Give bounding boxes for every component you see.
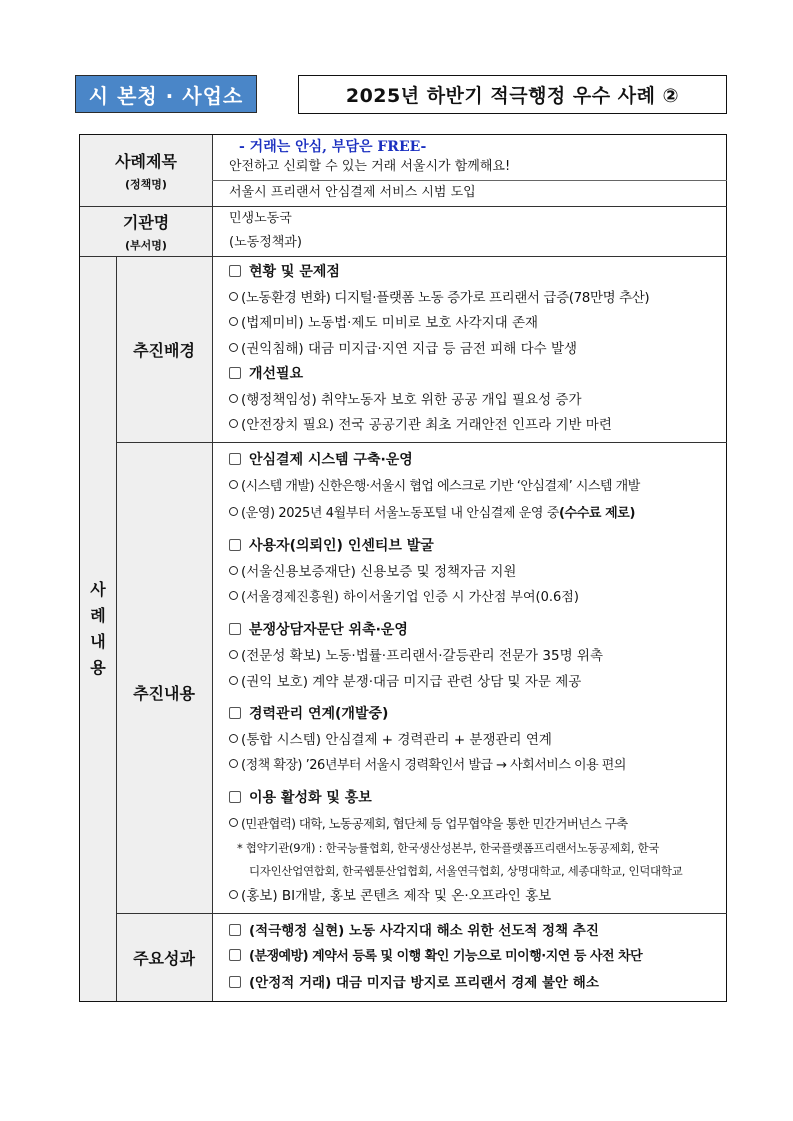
square-bullet-icon [229, 367, 241, 379]
heading-text: 사용자(의뢰인) 인센티브 발굴 [249, 538, 434, 554]
circle-bullet-icon [229, 419, 238, 428]
tagline: 안전하고 신뢰할 수 있는 거래 서울시가 함께해요! [229, 159, 511, 174]
note-text: * 협약기관(9개) : 한국능률협회, 한국생산성본부, 한국플랫폼프리랜서노동공제회, 한국 [237, 841, 660, 855]
results-label-text: 주요성과 [133, 948, 195, 968]
agency-sublabel: (부서명) [125, 238, 167, 252]
item-text: (법제미비) 노동법·제도 미비로 보호 사각지대 존재 [241, 315, 539, 331]
note-text: 디자인산업연합회, 한국웹툰산업협회, 서울연극협회, 상명대학교, 세종대학교, 인덕대학교 [249, 864, 683, 878]
result-text: (적극행정 실현) 노동 사각지대 해소 위한 선도적 정책 추진 [249, 923, 599, 939]
section-heading [229, 533, 683, 559]
case-content-vertical-label [90, 577, 105, 681]
details-label [116, 442, 212, 913]
divider [80, 256, 727, 257]
list-item [229, 473, 683, 500]
circle-bullet-icon [229, 292, 238, 301]
agency-label-text: 기관명 [122, 212, 170, 232]
square-bullet-icon [229, 949, 241, 961]
item-text: (안전장치 필요) 전국 공공기관 최초 거래안전 인프라 기반 마련 [241, 417, 612, 433]
section-heading [229, 701, 683, 727]
list-item [229, 883, 683, 909]
list-item [229, 753, 683, 779]
list-item [229, 413, 649, 439]
result-item [229, 970, 642, 996]
details-label-text: 추진내용 [133, 684, 195, 703]
note-line [229, 837, 683, 860]
square-bullet-icon [229, 539, 241, 551]
divider [116, 442, 727, 443]
list-item [229, 337, 649, 363]
vchar: 용 [90, 657, 106, 677]
case-name-text: 서울시 프리랜서 안심결제 서비스 시범 도입 [229, 185, 476, 200]
agency-content [221, 207, 302, 255]
list-item [229, 669, 683, 695]
agency-label [80, 206, 212, 256]
case-table [79, 134, 727, 1002]
item-text: (운영) 2025년 4월부터 서울노동포털 내 안심결제 운영 중 [241, 506, 559, 521]
case-content-label [80, 256, 116, 1001]
emphasis-text: (수수료 제로) [559, 506, 635, 521]
heading-text: 분쟁상담자문단 위촉·운영 [249, 622, 408, 638]
case-name [221, 181, 476, 205]
heading-text: 개선필요 [249, 366, 304, 382]
details-content [221, 447, 683, 909]
list-item [229, 727, 683, 753]
section-badge: 시 본청 · 사업소 [75, 75, 257, 113]
circle-bullet-icon [229, 507, 238, 516]
item-text: (정책 확장) ’26년부터 서울시 경력확인서 발급 → 사회서비스 이용 편의 [241, 758, 626, 773]
square-bullet-icon [229, 791, 241, 803]
circle-bullet-icon [229, 676, 238, 685]
list-item [229, 311, 649, 337]
item-text: (전문성 확보) 노동·법률·프리랜서·갈등관리 전문가 35명 위촉 [241, 648, 603, 664]
heading-text: 이용 활성화 및 홍보 [249, 790, 372, 806]
square-bullet-icon [229, 453, 241, 465]
results-content [221, 918, 642, 996]
divider [116, 913, 727, 914]
section-heading [229, 260, 649, 286]
circle-bullet-icon [229, 566, 238, 575]
item-text: (시스템 개발) 신한은행·서울시 협업 에스크로 기반 ‘안심결제’ 시스템 개발 [241, 479, 640, 494]
section-heading [229, 447, 683, 473]
list-item [229, 585, 683, 611]
list-item [229, 811, 683, 837]
square-bullet-icon [229, 707, 241, 719]
heading-text: 현황 및 문제점 [249, 264, 340, 280]
item-text: (권익 보호) 계약 분쟁·대금 미지급 관련 상담 및 자문 제공 [241, 674, 582, 690]
case-title-sublabel: (정책명) [125, 178, 167, 191]
list-item [229, 559, 683, 585]
section-heading [229, 785, 683, 811]
background-label-text: 추진배경 [133, 340, 195, 360]
list-item [229, 500, 683, 527]
vchar: 례 [90, 605, 106, 625]
circle-bullet-icon [229, 394, 238, 403]
square-bullet-icon [229, 924, 241, 936]
background-content [221, 260, 649, 439]
square-bullet-icon [229, 623, 241, 635]
circle-bullet-icon [229, 890, 238, 899]
divider [80, 206, 727, 207]
item-text: (행정책임성) 취약노동자 보호 위한 공공 개입 필요성 증가 [241, 391, 582, 408]
circle-bullet-icon [229, 759, 238, 768]
result-text: (분쟁예방) 계약서 등록 및 이행 확인 기능으로 미이행·지연 등 사전 차단 [249, 949, 643, 964]
heading-text: 경력관리 연계(개발중) [249, 706, 389, 722]
list-item [229, 286, 649, 312]
slogan: - 거래는 안심, 부담은 FREE- [239, 139, 427, 155]
item-text: (권익침해) 대금 미지급·지연 지급 등 금전 피해 다수 발생 [241, 340, 578, 357]
result-item [229, 918, 642, 944]
heading-text: 안심결제 시스템 구축·운영 [249, 452, 413, 468]
case-title-content [221, 135, 510, 177]
vchar: 사 [90, 579, 106, 599]
divider [116, 256, 117, 1001]
list-item [229, 388, 649, 414]
results-label [116, 913, 212, 1001]
case-title-label-text: 사례제목 [115, 152, 177, 171]
note-line [229, 860, 683, 883]
case-title-label [80, 135, 212, 206]
circle-bullet-icon [229, 480, 238, 489]
section-heading [229, 362, 649, 388]
item-text: (서울신용보증재단) 신용보증 및 정책자금 지원 [241, 564, 517, 580]
circle-bullet-icon [229, 343, 238, 352]
result-item [229, 944, 642, 970]
background-label [116, 256, 212, 442]
square-bullet-icon [229, 265, 241, 277]
item-text: (통합 시스템) 안심결제 + 경력관리 + 분쟁관리 연계 [241, 732, 552, 748]
divider [212, 135, 213, 1001]
circle-bullet-icon [229, 734, 238, 743]
section-heading [229, 617, 683, 643]
item-text: (민관협력) 대학, 노동공제회, 협단체 등 업무협약을 통한 민간거버넌스 구축 [241, 816, 628, 831]
list-item [229, 643, 683, 669]
page-title: 2025년 하반기 적극행정 우수 사례 ② [298, 75, 727, 114]
square-bullet-icon [229, 976, 241, 988]
item-text: (노동환경 변화) 디지털·플랫폼 노동 증가로 프리랜서 급증(78만명 추산) [241, 289, 650, 306]
bureau-name: 민생노동국 [229, 211, 292, 226]
circle-bullet-icon [229, 591, 238, 600]
item-text: (홍보) BI개발, 홍보 콘텐츠 제작 및 온·오프라인 홍보 [241, 888, 552, 904]
circle-bullet-icon [229, 317, 238, 326]
vchar: 내 [90, 631, 106, 651]
division-name: (노동정책과) [229, 235, 302, 250]
circle-bullet-icon [229, 818, 238, 827]
circle-bullet-icon [229, 650, 238, 659]
item-text: (서울경제진흥원) 하이서울기업 인증 시 가산점 부여(0.6점) [241, 590, 579, 605]
result-text: (안정적 거래) 대금 미지급 방지로 프리랜서 경제 불안 해소 [249, 975, 599, 991]
